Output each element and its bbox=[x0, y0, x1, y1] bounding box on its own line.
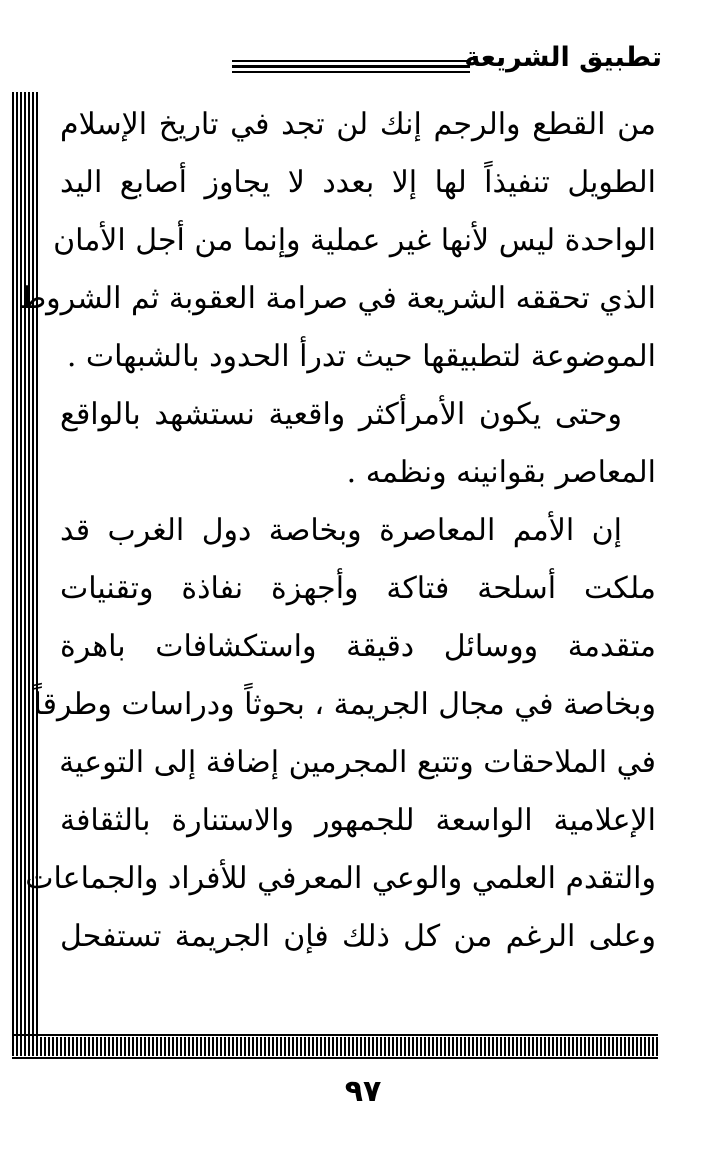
text-line: والتقدم العلمي والوعي المعرفي للأفراد والجماعات bbox=[25, 861, 656, 896]
running-header bbox=[232, 38, 662, 78]
text-line: وبخاصة في مجال الجريمة ، بحوثاً ودراسات وطرقاً bbox=[33, 687, 656, 722]
text-line: وحتى يكون الأمرأكثر واقعية نستشهد بالواقع bbox=[60, 397, 622, 432]
text-line: الذي تحققه الشريعة في صرامة العقوبة ثم الشروط bbox=[18, 281, 656, 316]
page-body bbox=[18, 96, 656, 966]
header-title: تطبيق الشريعة bbox=[464, 42, 662, 73]
header-rule bbox=[232, 60, 470, 62]
bottom-border-ornament bbox=[12, 1037, 658, 1056]
left-border-ornament bbox=[12, 92, 40, 1054]
text-line: متقدمة ووسائل دقيقة واستكشافات باهرة bbox=[60, 629, 656, 664]
text-line: الطويل تنفيذاً لها إلا بعدد لا يجاوز أصابع اليد bbox=[60, 165, 656, 200]
text-line: وعلى الرغم من كل ذلك فإن الجريمة تستفحل bbox=[60, 919, 656, 954]
text-line: إن الأمم المعاصرة وبخاصة دول الغرب قد bbox=[60, 513, 622, 548]
text-line: الموضوعة لتطبيقها حيث تدرأ الحدود بالشبهات . bbox=[66, 339, 656, 374]
page-number: ٩٧ bbox=[344, 1074, 382, 1109]
text-line: المعاصر بقوانينه ونظمه . bbox=[346, 455, 656, 490]
text-line: من القطع والرجم إنك لن تجد في تاريخ الإسلام bbox=[60, 107, 656, 142]
text-line: في الملاحقات وتتبع المجرمين إضافة إلى التوعية bbox=[59, 745, 656, 780]
text-line: ملكت أسلحة فتاكة وأجهزة نفاذة وتقنيات bbox=[60, 571, 656, 606]
header-rule bbox=[232, 71, 470, 73]
header-rule bbox=[232, 65, 470, 68]
text-line: الواحدة ليس لأنها غير عملية وإنما من أجل الأمان bbox=[53, 223, 656, 258]
text-line: الإعلامية الواسعة للجمهور والاستنارة بالثقافة bbox=[60, 803, 656, 838]
